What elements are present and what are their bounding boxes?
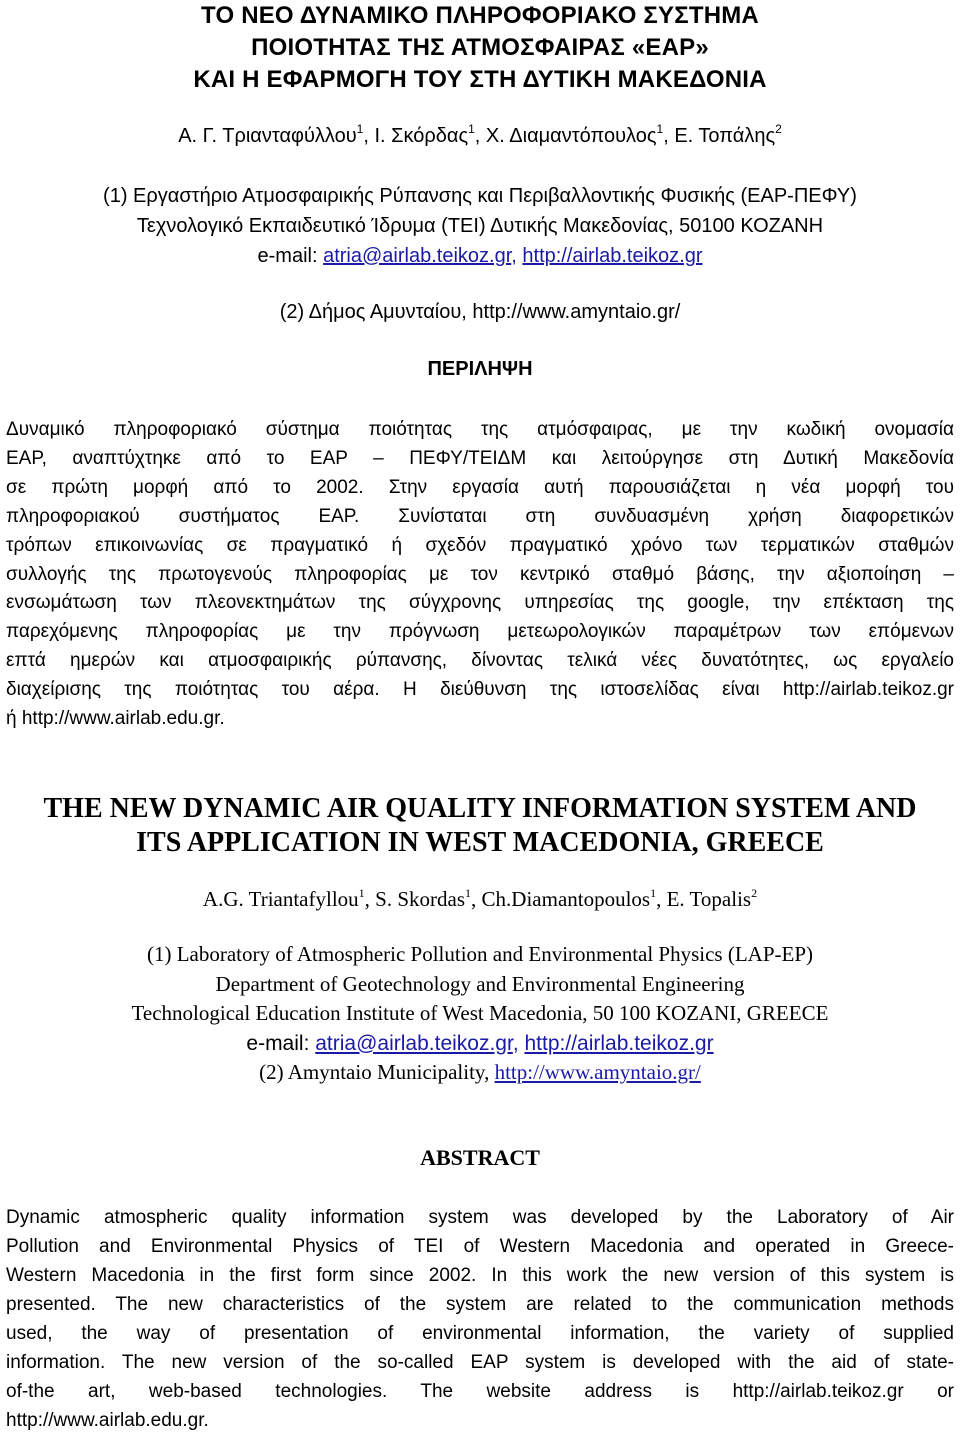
- affiliation-2-line: [0, 1058, 960, 1088]
- affiliation-line: Τεχνολογικό Εκπαιδευτικό Ίδρυμα (ΤΕΙ) Δυτικής Μακεδονίας, 50100 ΚΟΖΑΝΗ: [136, 215, 824, 237]
- abstract-line: διαχείρισης της ποιότητας του αέρα. Η διεύθυνση της ιστοσελίδας είναι http://airlab.teikoz.gr: [6, 679, 954, 701]
- author-separator: ,: [471, 887, 482, 911]
- author-name: A.G. Triantafyllou: [202, 887, 359, 911]
- author-name: Ι. Σκόρδας: [374, 125, 469, 147]
- abstract-line: σε πρώτη μορφή από το 2002. Στην εργασία αυτή παρουσιάζεται η νέα μορφή του: [6, 476, 954, 498]
- greek-authors: [0, 118, 960, 154]
- author-separator: ,: [474, 125, 486, 147]
- contact-line: [0, 1029, 960, 1059]
- greek-abstract-heading: ΠΕΡΙΛΗΨΗ: [427, 358, 533, 380]
- greek-title-line: ΤΟ ΝΕΟ ΔΥΝΑΜΙΚΟ ΠΛΗΡΟΦΟΡΙΑΚΟ ΣΥΣΤΗΜΑ: [201, 2, 759, 29]
- abstract-line: of-the art, web-based technologies. The website address is http://airlab.teikoz.gr or: [6, 1381, 954, 1402]
- author-name: E. Topalis: [666, 887, 752, 911]
- affiliation-2-label: (2) Amyntaio Municipality,: [259, 1060, 495, 1084]
- abstract-line: ή http://www.airlab.edu.gr.: [6, 708, 225, 730]
- abstract-line: Western Macedonia in the first form since 2002. In this work the new version of this system is: [6, 1265, 954, 1286]
- author-separator: ,: [364, 887, 376, 911]
- author-separator: ,: [663, 125, 675, 147]
- english-affiliation: [0, 940, 960, 1088]
- municipality-website-link[interactable]: http://www.amyntaio.gr/: [494, 1060, 701, 1084]
- abstract-line: Δυναμικό πληροφοριακό σύστημα ποιότητας της ατμόσφαιρας, με την κωδική ονομασία: [6, 419, 954, 440]
- author-affiliation-mark: 1: [656, 122, 664, 136]
- abstract-line: συλλογής της πρωτογενούς πληροφορίας με τον κεντρικό σταθμό βάσης, την αξιοποίηση –: [6, 563, 954, 585]
- greek-abstract-body: [6, 416, 954, 734]
- author-affiliation-mark: 1: [468, 122, 475, 136]
- email-link[interactable]: atria@airlab.teikoz.gr: [323, 245, 512, 267]
- abstract-line: παρεχόμενης πληροφορίας με την πρόγνωση μετεωρολογικών παραμέτρων των επόμενων: [6, 621, 954, 643]
- affiliation-line: Technological Education Institute of West Macedonia, 50 100 KOZANI, GREECE: [131, 1001, 829, 1025]
- author-affiliation-mark: 1: [356, 122, 364, 136]
- abstract-line: Dynamic atmospheric quality information system was developed by the Laboratory of Air: [6, 1207, 954, 1228]
- greek-title-line: ΠΟΙΟΤΗΤΑΣ ΤΗΣ ΑΤΜΟΣΦΑΙΡΑΣ «ΕΑΡ»: [251, 34, 709, 61]
- abstract-line: used, the way of presentation of environmental information, the variety of supplied: [6, 1323, 954, 1344]
- contact-separator: ,: [511, 245, 523, 267]
- abstract-line: πληροφοριακού συστήματος ΕΑΡ. Συνίσταται στη συνδυασμένη χρήση διαφορετικών: [6, 505, 954, 527]
- author-affiliation-mark: 2: [775, 122, 782, 136]
- author-affiliation-mark: 1: [358, 886, 365, 900]
- author-name: Α. Γ. Τριανταφύλλου: [178, 125, 357, 147]
- english-title-line: THE NEW DYNAMIC AIR QUALITY INFORMATION SYSTEM AND: [43, 793, 917, 824]
- author-separator: ,: [363, 125, 375, 147]
- contact-line: [0, 241, 960, 271]
- email-label: e-mail:: [246, 1031, 316, 1055]
- greek-title-line: ΚΑΙ Η ΕΦΑΡΜΟΓΗ ΤΟΥ ΣΤΗ ΔΥΤΙΚΗ ΜΑΚΕΔΟΝΙΑ: [193, 66, 767, 93]
- affiliation-line: Department of Geotechnology and Environmental Engineering: [215, 971, 745, 996]
- abstract-line: Pollution and Environmental Physics of TEI of Western Macedonia and operated in Greece-: [6, 1236, 954, 1257]
- abstract-line: τρόπων επικοινωνίας σε πραγματικό ή σχεδόν πραγματικό χρόνο των τερματικών σταθμών: [6, 534, 954, 556]
- affiliation-line: (1) Laboratory of Atmospheric Pollution and Environmental Physics (LAP-EP): [146, 942, 814, 966]
- contact-separator: ,: [512, 1031, 525, 1055]
- greek-title: [0, 0, 960, 96]
- author-name: Ch.Diamantopoulos: [481, 887, 651, 911]
- english-authors: [0, 884, 960, 914]
- author-name: S. Skordas: [375, 887, 466, 911]
- email-link[interactable]: atria@airlab.teikoz.gr: [315, 1031, 513, 1055]
- english-title-line: ITS APPLICATION IN WEST MACEDONIA, GREECE: [136, 827, 824, 858]
- english-abstract-body: [6, 1203, 954, 1435]
- abstract-line: επτά ημερών και ατμοσφαιρικής ρύπανσης, δίνοντας τελικά νέες δυνατότητες, ως εργαλείο: [6, 650, 954, 672]
- author-affiliation-mark: 2: [751, 886, 758, 900]
- english-title: [0, 792, 960, 860]
- author-affiliation-mark: 1: [465, 886, 472, 900]
- greek-affiliation-2: (2) Δήμος Αμυνταίου, http://www.amyntaio.gr/: [279, 301, 681, 323]
- author-affiliation-mark: 1: [650, 886, 657, 900]
- email-label: e-mail:: [257, 245, 324, 267]
- english-abstract-heading: ABSTRACT: [420, 1145, 540, 1170]
- abstract-line: ΕΑΡ, αναπτύχτηκε από το ΕΑΡ – ΠΕΦΥ/ΤΕΙΔΜ και λειτούργησε στη Δυτική Μακεδονία: [6, 447, 954, 469]
- abstract-line: presented. The new characteristics of the system are related to the communication methods: [6, 1294, 954, 1315]
- abstract-line: http://www.airlab.edu.gr.: [6, 1410, 209, 1431]
- website-link[interactable]: http://airlab.teikoz.gr: [524, 1031, 714, 1055]
- affiliation-line: (1) Εργαστήριο Ατμοσφαιρικής Ρύπανσης και Περιβαλλοντικής Φυσικής (ΕΑΡ-ΠΕΦΥ): [103, 185, 857, 207]
- author-name: Ε. Τοπάλης: [674, 125, 776, 147]
- greek-affiliation: [0, 181, 960, 271]
- author-name: Χ. Διαμαντόπουλος: [485, 125, 657, 147]
- abstract-line: information. The new version of the so-called EAP system is developed with the aid of state-: [6, 1352, 954, 1373]
- website-link[interactable]: http://airlab.teikoz.gr: [522, 245, 703, 267]
- author-separator: ,: [656, 887, 667, 911]
- abstract-line: ενσωμάτωση των πλεονεκτημάτων της σύγχρονης υπηρεσίας της google, την επέκταση της: [6, 592, 954, 614]
